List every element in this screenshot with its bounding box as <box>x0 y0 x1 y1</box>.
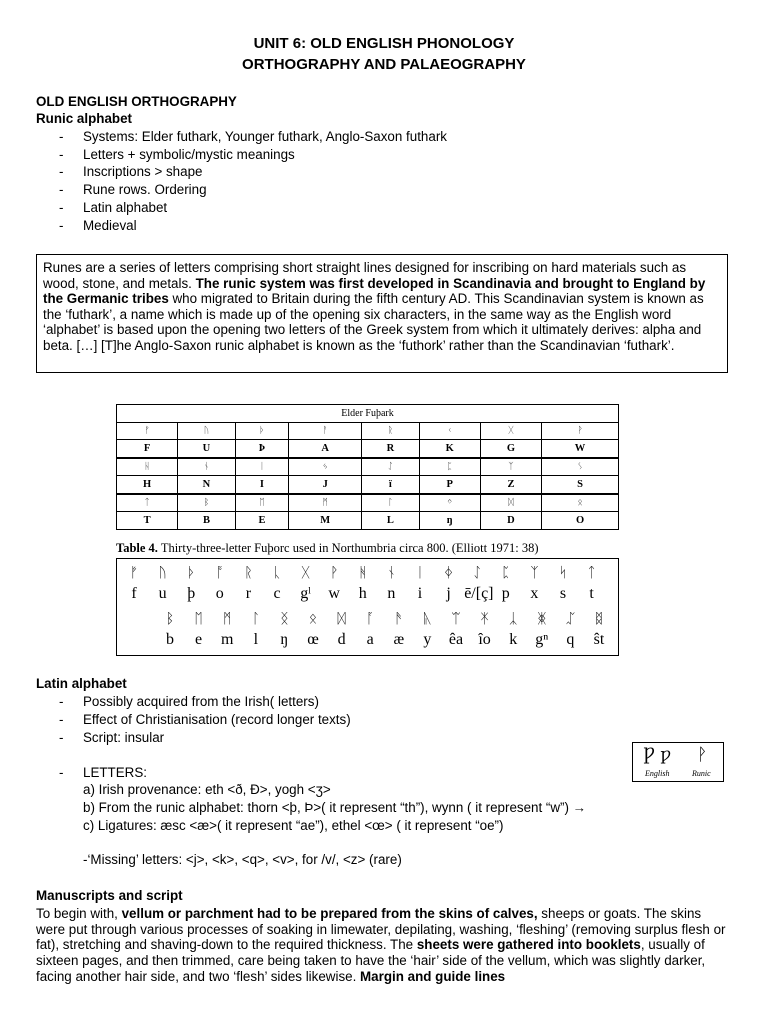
latin-letter: d <box>337 631 346 648</box>
rune-glyph: ᚣ <box>423 611 432 627</box>
section-heading-orthography: OLD ENGLISH ORTHOGRAPHY <box>36 94 237 109</box>
latin-letter: q <box>566 631 575 648</box>
table4-caption: Table 4. Thirty-three-letter Fuþorc used in Northumbria circa 800. (Elliott 1971: 38) <box>116 541 539 555</box>
rune-glyph: ᛝ <box>280 611 289 627</box>
rune-glyph: ᚹ <box>329 565 339 581</box>
latin-letter: b <box>166 631 174 648</box>
latin-letter: ŋ <box>280 631 289 648</box>
latin-letter: gˡ <box>300 585 311 602</box>
letters-line-b: b) From the runic alphabet: thorn <þ, Þ>( it represent “th”), wynn ( it represent “w”) → <box>83 800 587 815</box>
latin-letter: a <box>366 631 374 648</box>
latin-letter: t <box>589 585 594 602</box>
english-label: English <box>645 769 670 778</box>
latin-letter: êa <box>448 631 464 648</box>
wynn-glyph-figure <box>632 742 724 782</box>
rune-glyph: ᚦ <box>186 565 196 581</box>
wynn-runic-glyph: ᚹ <box>697 745 708 765</box>
letters-line-c: c) Ligatures: æsc <æ>( it represent “ae”), ethel <œ> ( it represent “oe”) <box>83 818 504 833</box>
rune-glyph: ᛄ <box>444 565 453 581</box>
rune-glyph: ᛈ <box>501 565 510 581</box>
missing-letters-line: -‘Missing’ letters: <j>, <k>, <q>, <v>, for /v/, <z> (rare) <box>83 852 402 867</box>
runes-quote-box <box>36 254 728 373</box>
fuborc-figure <box>116 558 619 656</box>
latin-letter: l <box>253 631 259 648</box>
latin-letter: p <box>501 585 510 602</box>
latin-letter: k <box>509 631 518 648</box>
rune-glyph: ᛏ <box>587 565 596 581</box>
rune-glyph: ᛖ <box>194 611 203 627</box>
rune-glyph: ᚪ <box>365 611 375 627</box>
rune-glyph: ᛁ <box>415 565 425 581</box>
rune-glyph: ᛥ <box>594 611 604 627</box>
latin-letter: m <box>220 631 234 648</box>
rune-glyph: ᛒ <box>165 611 175 627</box>
rune-glyph: ᚱ <box>244 565 253 581</box>
latin-letter: ē/[ç] <box>464 585 494 602</box>
manuscripts-paragraph: To begin with, vellum or parchment had to be prepared from the skins of calves, sheeps or goats. The skins were put through various processes of soaking in limewater, depilating, washing, ‘fleshing’ (removing surplus flesh or fat), stretching and shaving-down to the required thickness. The sheets were gathered into booklets, usually of sixteen pages, and then trimmed, care being taken to have the ‘hair’ side of the vellum, which was slightly darker, facing another hair side, and two ‘flesh’ sides likewise. Margin and guide lines <box>36 906 726 984</box>
letters-line-a: a) Irish provenance: eth <ð, Ð>, yogh <ʒ> <box>83 782 331 797</box>
rune-glyph: ᛡ <box>480 611 489 627</box>
latin-letter: i <box>417 585 423 602</box>
latin-letter: gⁿ <box>535 631 549 648</box>
page-title-line1: UNIT 6: OLD ENGLISH PHONOLOGY <box>253 35 515 52</box>
rune-glyph: ᛞ <box>337 611 346 627</box>
rune-glyph: ᚩ <box>215 565 224 581</box>
rune-glyph: ᛤ <box>537 611 546 627</box>
rune-glyph: ᚠ <box>129 565 139 581</box>
latin-letter: w <box>328 585 340 602</box>
runic-label: Runic <box>692 769 711 778</box>
rune-glyph: ᛋ <box>558 565 568 581</box>
elder-futhark-table: Elder Fuþark ᚠ ᚢ ᚦ ᚨ ᚱ ᚲ ᚷ ᚹ F U Þ A R K G W ᚺ ᚾ ᛁ ᛃ ᛇ ᛈ ᛉ ᛊ H N I J ï P Z S ᛏ ᛒ ᛖ ᛗ ᛚ ᛜ ᛞ ᛟ T B E M L ŋ D O <box>116 404 619 530</box>
latin-letter: n <box>387 585 396 602</box>
rune-glyph: ᛢ <box>566 611 575 627</box>
latin-letter: o <box>215 585 224 602</box>
page-title-line2: ORTHOGRAPHY AND PALAEOGRAPHY <box>242 56 526 73</box>
rune-glyph: ᚷ <box>301 565 310 581</box>
rune-glyph: ᚻ <box>358 565 367 581</box>
rune-glyph: ᛠ <box>451 611 461 627</box>
quote-text: Runes are a series of letters comprising short straight lines designed for inscribing on hard materials such as wood, stone, and metals. The runic system was first developed in Scandinavia and brought to England by the Germanic tribes who migrated to Britain during the fifth century AD. This Scandinavian system is known as the ‘futhark’, a name which is made up of the opening six characters, in the same way as the English word ‘alphabet’ is based upon the opening two letters of the Greek system from which it ultimately derives: alpha and beta. […] [T]he Anglo-Saxon runic alphabet is known as the ‘futhork’ rather than the Scandinavian ‘futhark’. <box>43 260 706 353</box>
latin-letter: x <box>530 585 539 602</box>
latin-letter: s <box>559 585 567 602</box>
wynn-english-glyphs: Ƿ ƿ <box>643 745 672 765</box>
rune-glyph: ᛟ <box>308 611 318 627</box>
rune-glyph: ᛇ <box>472 565 482 581</box>
latin-letter: f <box>131 585 137 602</box>
rune-glyph: ᛚ <box>251 611 260 627</box>
rune-glyph: ᛣ <box>508 611 518 627</box>
rune-glyph: ᚳ <box>272 565 282 581</box>
latin-letter: u <box>158 585 167 602</box>
latin-letter: c <box>273 585 281 602</box>
subheading-latin-alphabet: Latin alphabet <box>36 676 127 691</box>
rune-glyph: ᛗ <box>222 611 232 627</box>
latin-letter: j <box>446 585 451 602</box>
rune-glyph: ᚾ <box>387 565 396 581</box>
latin-letter: ŝt <box>593 631 605 648</box>
latin-letter: æ <box>393 631 405 648</box>
latin-letter: r <box>245 585 252 602</box>
rune-glyph: ᚫ <box>394 611 403 627</box>
latin-letter: e <box>195 631 203 648</box>
latin-letter: y <box>423 631 432 648</box>
latin-letter: h <box>358 585 367 602</box>
latin-letter: þ <box>187 585 196 602</box>
latin-letter: œ <box>307 631 319 648</box>
rune-glyph: ᚢ <box>158 565 167 581</box>
subheading-manuscripts: Manuscripts and script <box>36 888 183 903</box>
elder-futhark-caption: Elder Fuþark <box>117 405 619 423</box>
document-page: UNIT 6: OLD ENGLISH PHONOLOGY ORTHOGRAPHY AND PALAEOGRAPHY OLD ENGLISH ORTHOGRAPHY Runic alphabet - Systems: Elder futhark, Younger futhark, Anglo-Saxon futhark - Letters + symbolic/mystic meanings - Inscriptions > shape - Rune rows. Ordering - Latin alphabet - Medieval Runes are a series of letters comprising short straight lines designed for inscribing on hard materials such as wood, stone, and metals. The runic system was first developed in Scandinavia and brought to England by the Germanic tribes who migrated to Britain during the fifth century AD. This Scandinavian system is known as the ‘futhark’, a name which is made up of the opening six characters, in the same way as the English word ‘alphabet’ is based upon the opening two letters of the Greek system from which it ultimately derives: alpha and beta. […] [T]he Anglo-Saxon runic alphabet is known as the ‘futhork’ rather than the Scandinavian ‘futhark’. Elder Fuþark ᚠ ᚢ ᚦ ᚨ ᚱ ᚲ ᚷ ᚹ F U Þ A R K G W ᚺ ᚾ ᛁ ᛃ ᛇ ᛈ ᛉ ᛊ H N I J ï P Z S ᛏ ᛒ ᛖ ᛗ ᛚ ᛜ ᛞ ᛟ T B E M L ŋ D O Table 4. Thirty-three-letter Fuþorc used in Northumbria circa 800. (Elliott 1971: 38) ᚠ ᚢ ᚦ ᚩ ᚱ ᚳ ᚷ ᚹ ᚻ ᚾ ᛁ ᛄ ᛇ ᛈ ᛉ ᛋ ᛏ f u þ o r c gˡ w h n i j ē/[ç] p x s t ᛒ ᛖ ᛗ ᛚ ᛝ ᛟ ᛞ ᚪ ᚫ ᚣ ᛠ ᛡ ᛣ ᛤ ᛢ ᛥ b e m l ŋ œ d a æ y êa îo k gⁿ q ŝt Latin alphabet - Possibly acquired from the Irish( letters) - Effect of Christianisation (record longer texts) - Script: insular - LETTERS: a) Irish provenance: eth <ð, Ð>, yogh <ʒ> b) From the runic alphabet: thorn <þ, Þ>( it represent “th”), wynn ( it represent “w”) → c) Ligatures: æsc <æ>( it represent “ae”), ethel <œ> ( it represent “oe”) -‘Missing’ letters: <j>, <k>, <q>, <v>, for /v/, <z> (rare) Ƿ ƿ ᚹ English Runic Manuscripts and script To begin with, vellum or parchment had to be prepared from the skins of calves, sheeps or goats. The skins were put through various processes of soaking in limewater, depilating, washing, ‘fleshing’ (removing surplus flesh or fat), stretching and shaving-down to the required thickness. The sheets were gathered into booklets, usually of sixteen pages, and then trimmed, care being taken to have the ‘hair’ side of the vellum, which was slightly darker, facing another hair side, and two ‘flesh’ sides likewise. Margin and guide lines <box>0 0 768 1024</box>
latin-letter: îo <box>478 631 491 648</box>
rune-glyph: ᛉ <box>530 565 539 581</box>
subheading-runic-alphabet: Runic alphabet <box>36 111 132 126</box>
